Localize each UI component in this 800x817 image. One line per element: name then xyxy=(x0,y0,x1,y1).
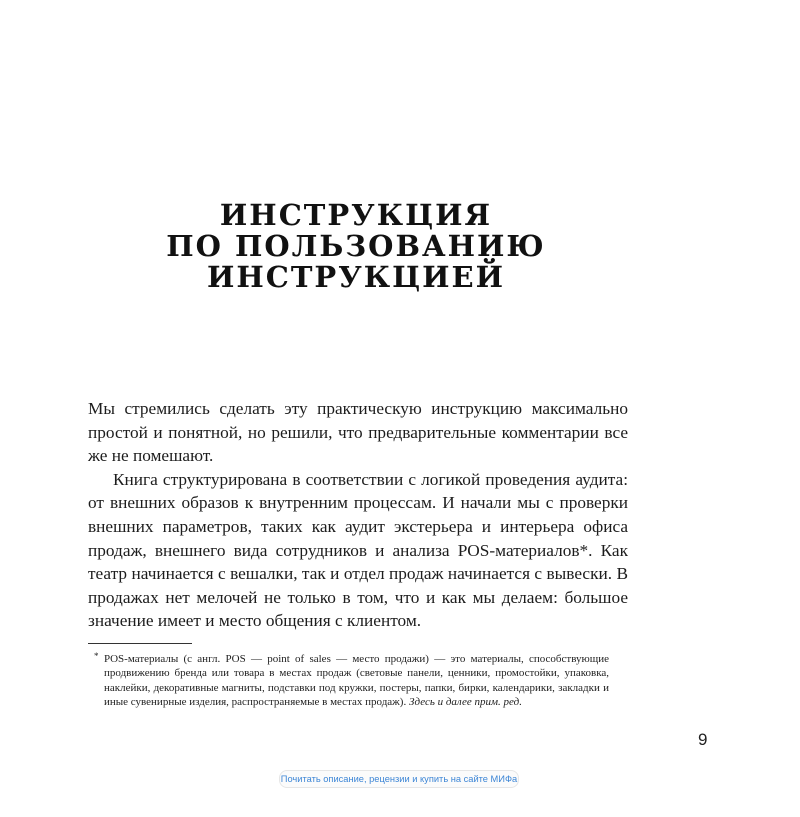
paragraph-1: Мы стремились сделать эту практическую инструкцию максимально простой и понятной, но решили, что предварительные комментарии все же не помешают. xyxy=(88,399,628,466)
footnote-editor-note: Здесь и далее прим. ред. xyxy=(408,695,522,708)
footnote-divider xyxy=(88,643,192,644)
footnote-text: POS-материалы (с англ. POS — point of sales — место продажи) — это материалы, способствующие продвижению бренда или товара в местах продаж (световые панели, ценники, промостойки, упаковка, наклейки, декоративные магниты, подставки под кружки, постеры, папки, бирки, календарики, закладки и иные сувенирные изделия, распространяемые в местах продаж). xyxy=(104,653,609,708)
paragraph-2: Книга структурирована в соответствии с логикой проведения аудита: от внешних образов к внутренним процессам. И начали мы с проверки внешних параметров, таких как аудит экстерьера и интерьера офиса продаж, внешнего вида сотрудников и анализа POS-материалов*. Как театр начинается с вешалки, так и отдел продаж начинается с вывески. В продажах нет мелочей не только в том, что и как мы делаем: большое значение имеет и место общения с клиентом. xyxy=(88,469,628,631)
chapter-title-line-1: ИНСТРУКЦИЯ xyxy=(219,198,493,232)
footnote-marker: * xyxy=(94,651,99,661)
page-number: 9 xyxy=(698,730,708,749)
chapter-title-line-3: ИНСТРУКЦИЕЙ xyxy=(206,260,506,294)
chapter-title xyxy=(86,200,626,293)
body-text xyxy=(88,397,628,633)
shop-link[interactable]: Почитать описание, рецензии и купить на сайте МИФа xyxy=(279,770,519,788)
chapter-title-line-2: ПО ПОЛЬЗОВАНИЮ xyxy=(166,229,546,263)
footnote xyxy=(94,651,609,709)
